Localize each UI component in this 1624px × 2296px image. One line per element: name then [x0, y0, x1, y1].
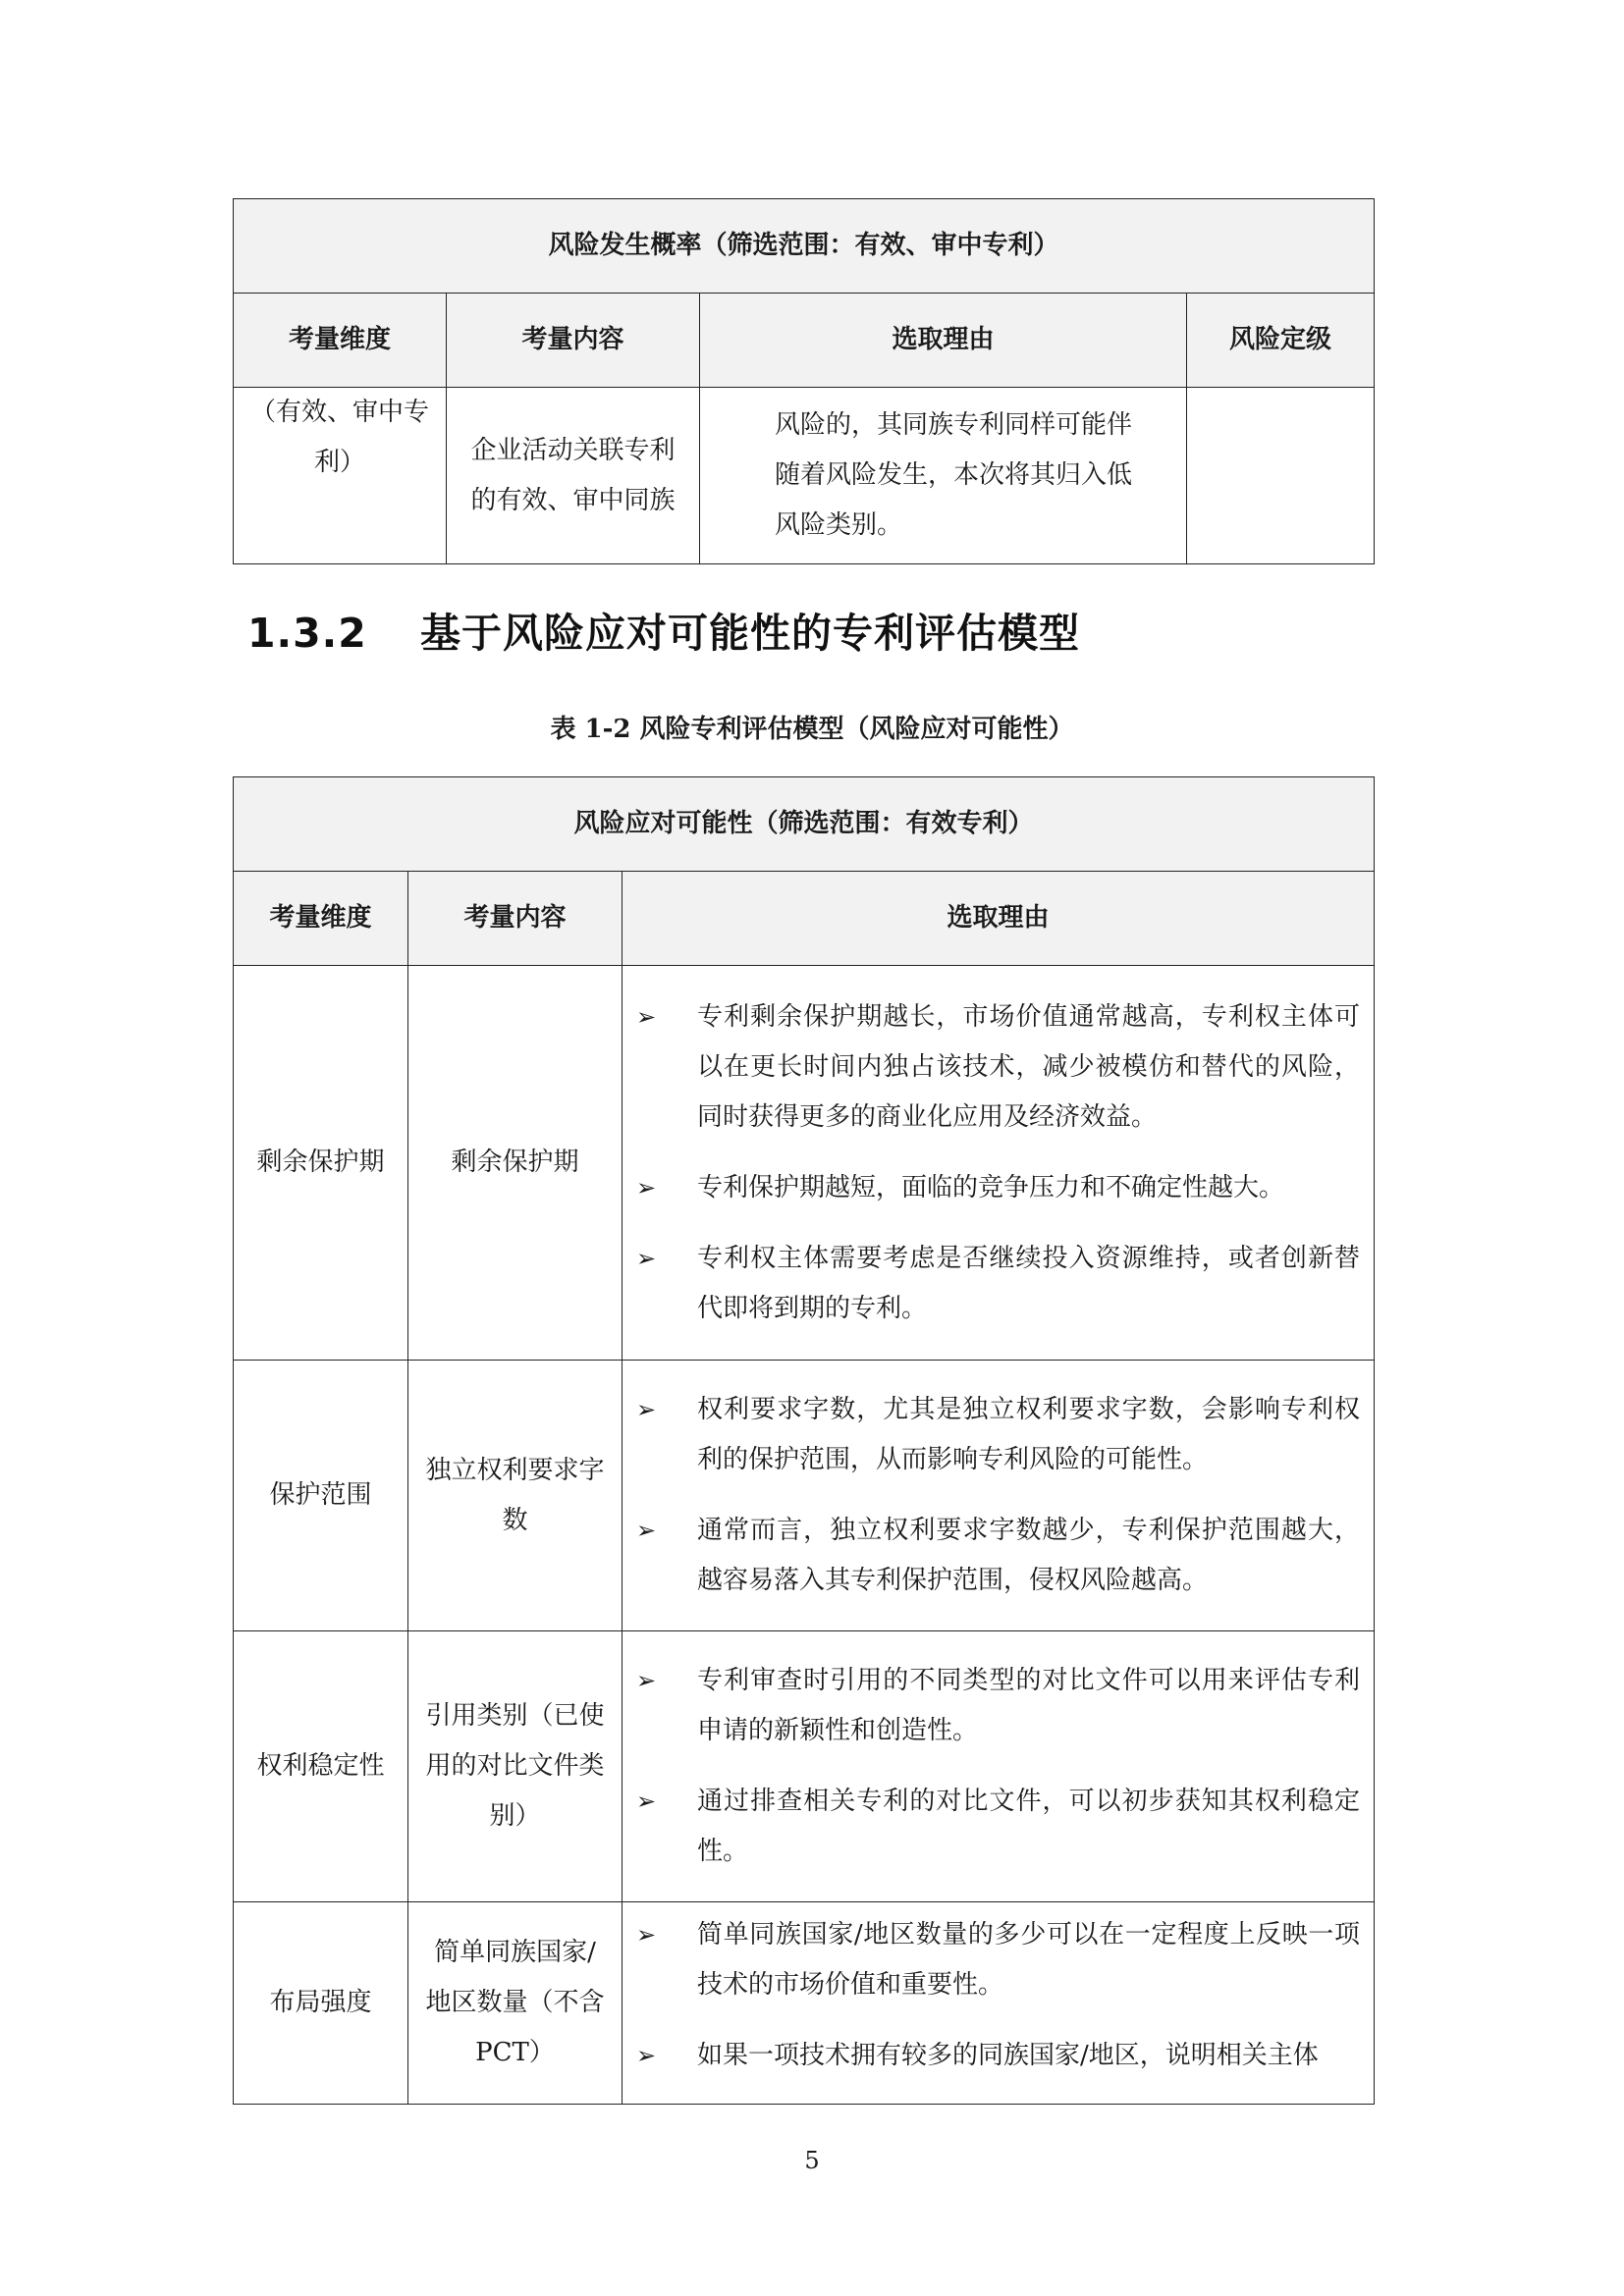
- table-row: [234, 1902, 1375, 2105]
- row-content: 引用类别（已使用的对比文件类别）: [408, 1631, 623, 1902]
- row-dimension: 布局强度: [234, 1902, 408, 2105]
- table2-header-dimension: 考量维度: [234, 872, 408, 966]
- section-number: 1.3.2: [247, 610, 367, 657]
- list-item: ➢ 如果一项技术拥有较多的同族国家/地区，说明相关主体: [623, 2031, 1360, 2081]
- table-row: [234, 966, 1375, 1361]
- table1-cell-reason: 风险的，其同族专利同样可能伴随着风险发生，本次将其归入低风险类别。: [700, 388, 1187, 564]
- list-item: ➢ 通过排查相关专利的对比文件，可以初步获知其权利稳定性。: [623, 1777, 1360, 1877]
- list-item: ➢ 专利剩余保护期越长，市场价值通常越高，专利权主体可以在更长时间内独占该技术，减少被模仿和替代的风险，同时获得更多的商业化应用及经济效益。: [623, 992, 1360, 1143]
- table2-header-content: 考量内容: [408, 872, 623, 966]
- table1-header-content: 考量内容: [447, 294, 700, 388]
- list-item: ➢ 专利保护期越短，面临的竞争压力和不确定性越大。: [623, 1163, 1360, 1213]
- bullet-arrow-icon: ➢: [636, 1396, 657, 1423]
- table1-title: 风险发生概率（筛选范围：有效、审中专利）: [234, 199, 1375, 294]
- bullet-arrow-icon: ➢: [636, 1921, 657, 1949]
- row-dimension: 权利稳定性: [234, 1631, 408, 1902]
- row-content: 独立权利要求字数: [408, 1361, 623, 1631]
- table1-header-reason: 选取理由: [700, 294, 1187, 388]
- table1-cell-dimension: （有效、审中专利）: [234, 388, 447, 564]
- table1-header-level: 风险定级: [1187, 294, 1375, 388]
- list-item: ➢ 权利要求字数，尤其是独立权利要求字数，会影响专利权利的保护范围，从而影响专利风险的可能性。: [623, 1385, 1360, 1485]
- page-number: 5: [804, 2147, 820, 2174]
- list-item: ➢ 专利审查时引用的不同类型的对比文件可以用来评估专利申请的新颖性和创造性。: [623, 1656, 1360, 1756]
- row-content: 剩余保护期: [408, 966, 623, 1361]
- row-reasons: [623, 966, 1375, 1361]
- bullet-arrow-icon: ➢: [636, 1667, 657, 1694]
- table-row: [234, 1631, 1375, 1902]
- bullet-arrow-icon: ➢: [636, 1517, 657, 1544]
- bullet-arrow-icon: ➢: [636, 1173, 657, 1201]
- section-heading: [247, 601, 1080, 659]
- table1-header-dimension: 考量维度: [234, 294, 447, 388]
- list-item: ➢ 专利权主体需要考虑是否继续投入资源维持，或者创新替代即将到期的专利。: [623, 1234, 1360, 1334]
- row-content: 简单同族国家/地区数量（不含PCT）: [408, 1902, 623, 2105]
- risk-probability-table: [233, 198, 1375, 564]
- table2-title: 风险应对可能性（筛选范围：有效专利）: [234, 777, 1375, 872]
- bullet-arrow-icon: ➢: [636, 1788, 657, 1815]
- row-reasons: [623, 1631, 1375, 1902]
- list-item: ➢ 简单同族国家/地区数量的多少可以在一定程度上反映一项技术的市场价值和重要性。: [623, 1910, 1360, 2010]
- row-reasons: [623, 1361, 1375, 1631]
- table1-cell-content: 企业活动关联专利的有效、审中同族: [447, 388, 700, 564]
- row-dimension: 剩余保护期: [234, 966, 408, 1361]
- bullet-arrow-icon: ➢: [636, 1244, 657, 1272]
- bullet-arrow-icon: ➢: [636, 1002, 657, 1031]
- table-caption: 表 1-2 风险专利评估模型（风险应对可能性）: [550, 715, 1074, 744]
- table1-cell-level: [1187, 388, 1375, 564]
- table2-header-reason: 选取理由: [623, 872, 1375, 966]
- table-row: [234, 1361, 1375, 1631]
- row-dimension: 保护范围: [234, 1361, 408, 1631]
- risk-response-table: [233, 776, 1375, 2105]
- row-reasons: [623, 1902, 1375, 2105]
- bullet-arrow-icon: ➢: [636, 2042, 657, 2069]
- list-item: ➢ 通常而言，独立权利要求字数越少，专利保护范围越大，越容易落入其专利保护范围，侵权风险越高。: [623, 1506, 1360, 1606]
- section-title: 基于风险应对可能性的专利评估模型: [420, 610, 1080, 657]
